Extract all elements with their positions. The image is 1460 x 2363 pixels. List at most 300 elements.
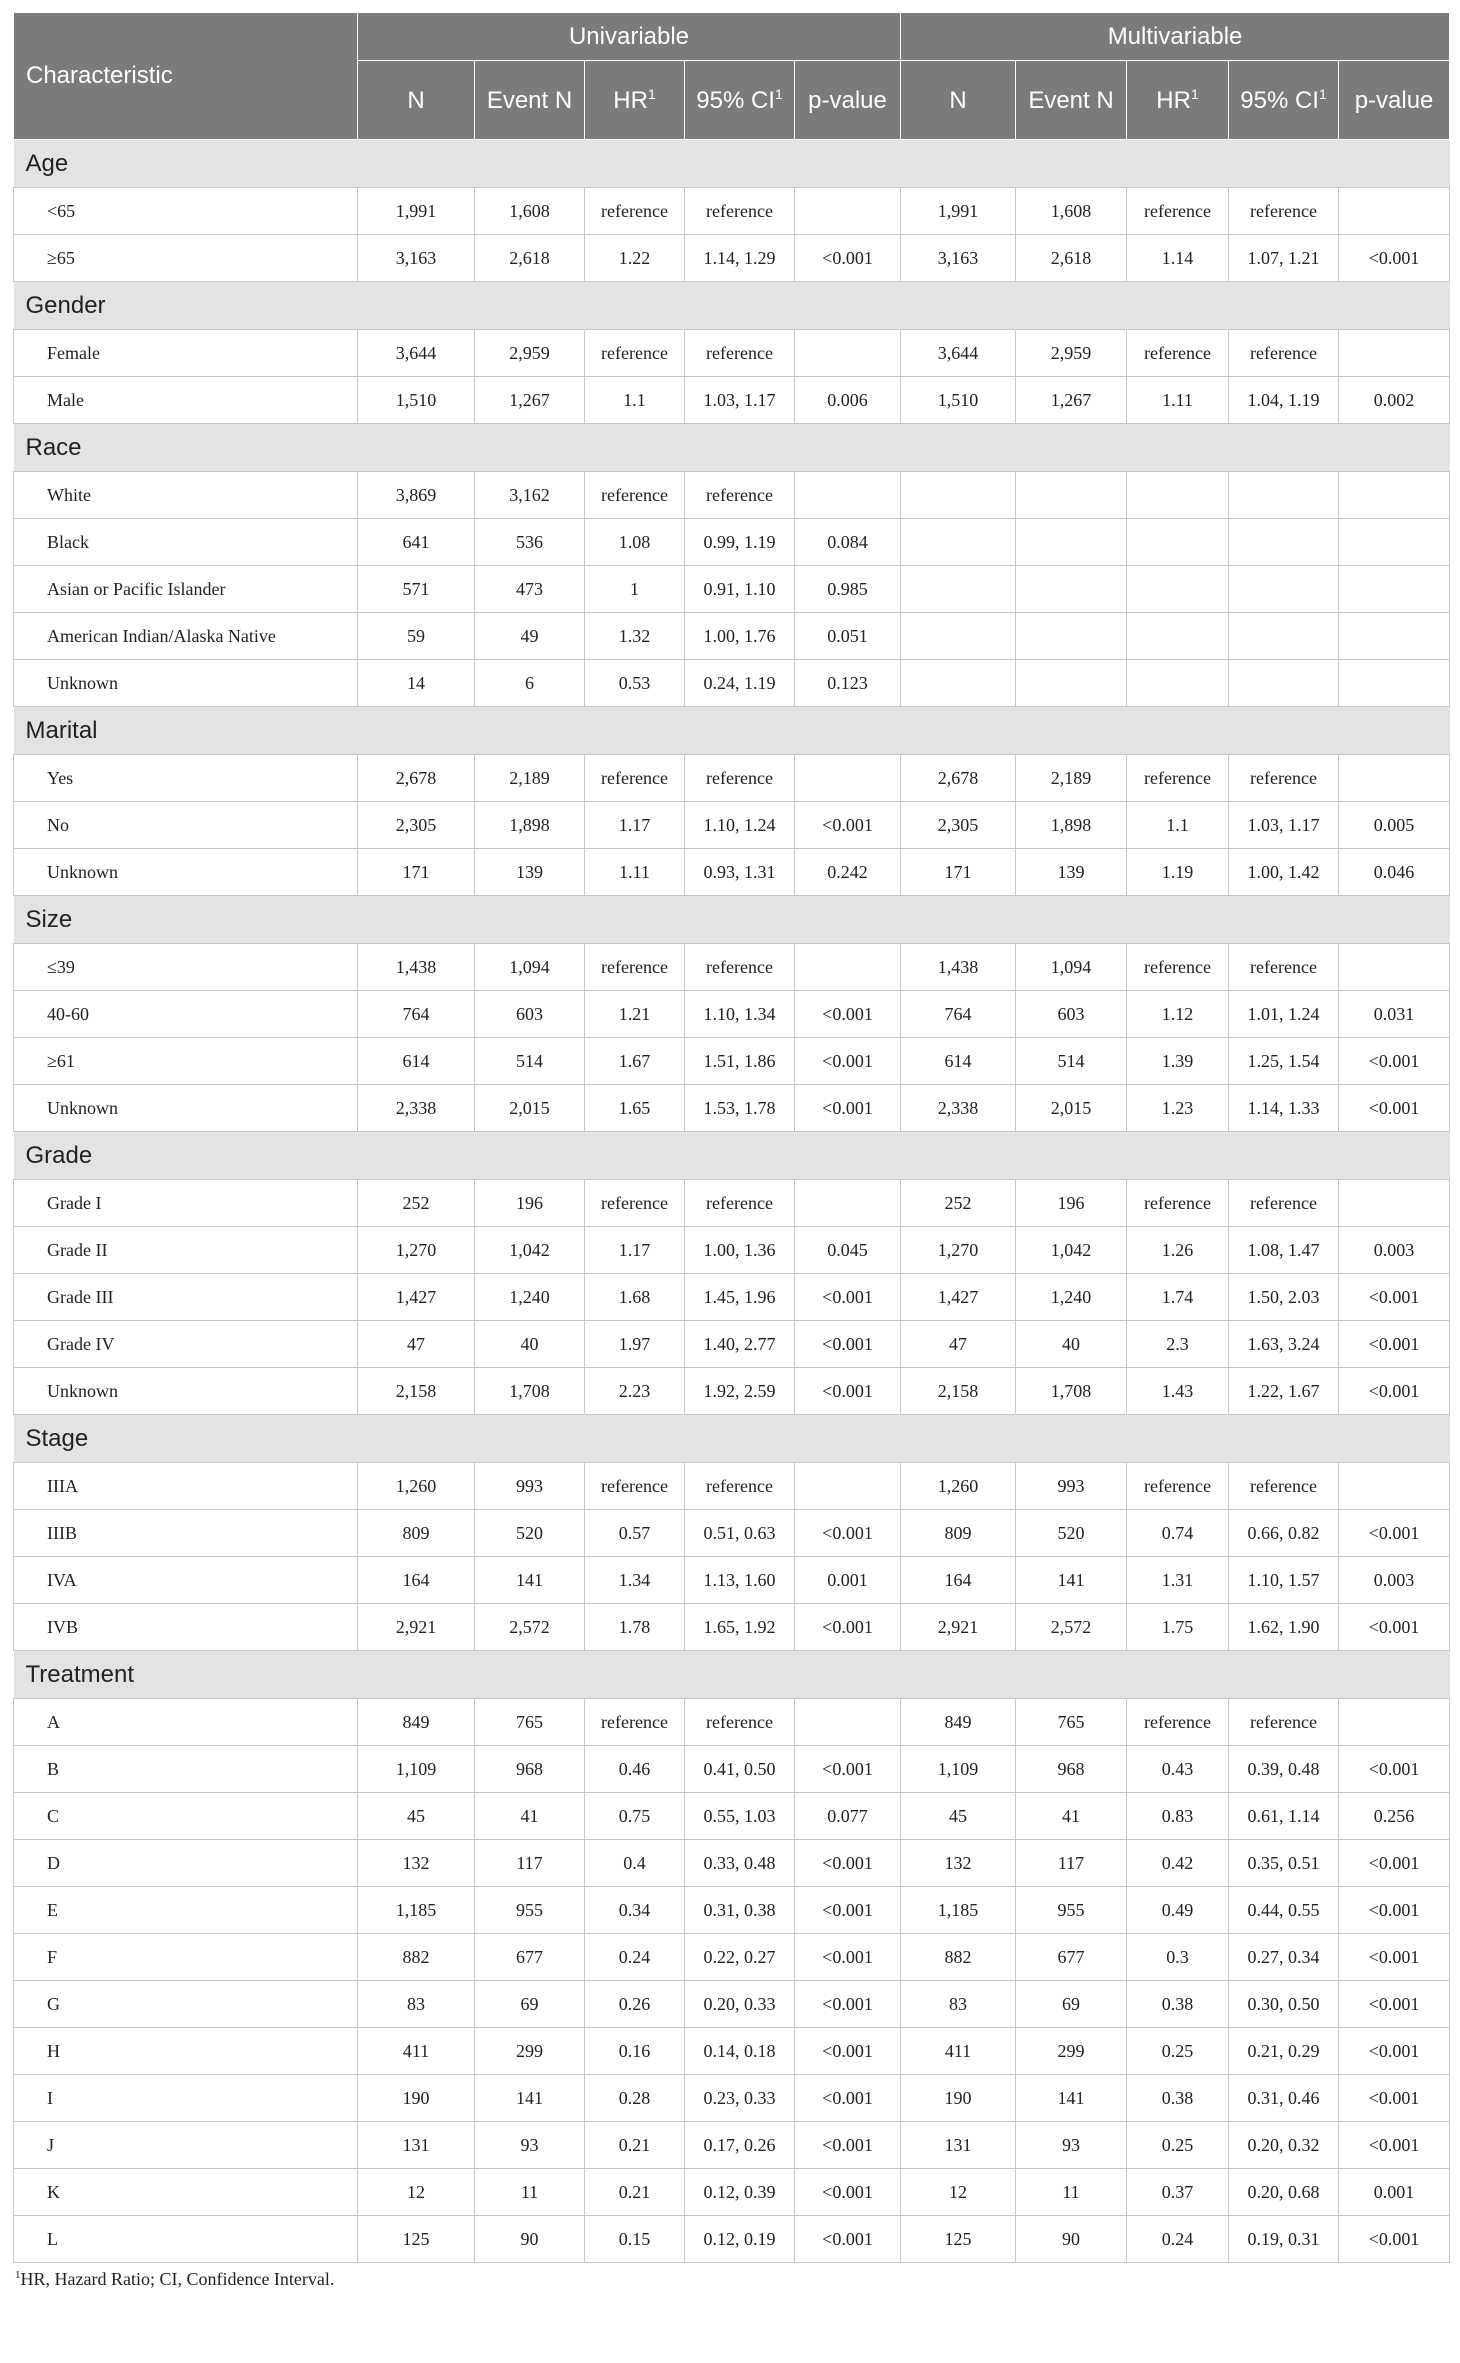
table-cell: 1.65 (585, 1085, 685, 1132)
table-row (14, 2075, 1450, 2122)
table-cell: reference (585, 755, 685, 802)
table-row (14, 1934, 1450, 1981)
table-cell: reference (1229, 188, 1339, 235)
table-cell: 1.14, 1.33 (1229, 1085, 1339, 1132)
row-label: No (14, 802, 358, 849)
table-cell: 0.3 (1127, 1934, 1229, 1981)
table-cell: 0.38 (1127, 2075, 1229, 2122)
table-cell: 1,708 (1016, 1368, 1127, 1415)
footnote-marker: 1 (1318, 85, 1327, 102)
table-cell: 641 (358, 519, 475, 566)
table-cell: 1,438 (358, 944, 475, 991)
table-cell (901, 613, 1016, 660)
table-cell: 164 (358, 1557, 475, 1604)
table-cell: 993 (1016, 1463, 1127, 1510)
table-cell: 1.92, 2.59 (685, 1368, 795, 1415)
table-cell: 1,094 (1016, 944, 1127, 991)
table-cell: 1,185 (358, 1887, 475, 1934)
table-cell: 2,158 (358, 1368, 475, 1415)
table-cell (1339, 1180, 1450, 1227)
table-row (14, 330, 1450, 377)
table-row (14, 2028, 1450, 2075)
table-cell: <0.001 (1339, 1321, 1450, 1368)
table-cell: 1.31 (1127, 1557, 1229, 1604)
section-row (14, 140, 1450, 188)
table-cell: 93 (1016, 2122, 1127, 2169)
table-cell: 1.1 (585, 377, 685, 424)
table-cell: 0.93, 1.31 (685, 849, 795, 896)
row-label: B (14, 1746, 358, 1793)
table-cell: reference (1127, 1180, 1229, 1227)
table-cell: 0.66, 0.82 (1229, 1510, 1339, 1557)
table-cell: 190 (358, 2075, 475, 2122)
table-cell: 83 (901, 1981, 1016, 2028)
col-header-label: p-value (808, 86, 887, 114)
results-table-figure (13, 13, 1449, 2290)
table-cell: 2,338 (358, 1085, 475, 1132)
table-cell: <0.001 (795, 2122, 901, 2169)
table-cell (901, 472, 1016, 519)
table-cell: 1.75 (1127, 1604, 1229, 1651)
table-cell: <0.001 (1339, 235, 1450, 282)
table-cell: 1.07, 1.21 (1229, 235, 1339, 282)
row-label: J (14, 2122, 358, 2169)
table-cell: 90 (1016, 2216, 1127, 2263)
table-cell: 1.21 (585, 991, 685, 1038)
table-cell: 1.34 (585, 1557, 685, 1604)
table-cell: 603 (1016, 991, 1127, 1038)
table-cell: 252 (358, 1180, 475, 1227)
section-row (14, 896, 1450, 944)
table-cell: 1.10, 1.24 (685, 802, 795, 849)
row-label: Asian or Pacific Islander (14, 566, 358, 613)
table-cell: 0.42 (1127, 1840, 1229, 1887)
row-label: IVB (14, 1604, 358, 1651)
row-label: Grade I (14, 1180, 358, 1227)
table-cell: 0.51, 0.63 (685, 1510, 795, 1557)
table-cell: 1,260 (358, 1463, 475, 1510)
table-cell: 809 (358, 1510, 475, 1557)
table-cell: 0.001 (795, 1557, 901, 1604)
row-label: White (14, 472, 358, 519)
table-cell: 164 (901, 1557, 1016, 1604)
table-cell: 1,267 (1016, 377, 1127, 424)
table-cell (1016, 613, 1127, 660)
table-cell: 47 (901, 1321, 1016, 1368)
table-row (14, 1085, 1450, 1132)
row-label: I (14, 2075, 358, 2122)
table-cell: 141 (475, 1557, 585, 1604)
table-cell: 0.27, 0.34 (1229, 1934, 1339, 1981)
footnote (13, 2269, 1449, 2290)
multivariable-col-header (1339, 61, 1450, 140)
table-cell: <0.001 (795, 802, 901, 849)
table-cell: 0.005 (1339, 802, 1450, 849)
table-cell: 0.12, 0.19 (685, 2216, 795, 2263)
table-cell: 1.04, 1.19 (1229, 377, 1339, 424)
table-cell: 1.17 (585, 1227, 685, 1274)
table-cell: reference (585, 944, 685, 991)
table-cell: <0.001 (1339, 1085, 1450, 1132)
table-cell: <0.001 (1339, 1746, 1450, 1793)
table-cell: reference (1229, 330, 1339, 377)
table-cell (1339, 613, 1450, 660)
section-title: Stage (14, 1415, 1450, 1463)
table-cell: 1.26 (1127, 1227, 1229, 1274)
table-cell: 603 (475, 991, 585, 1038)
row-label: E (14, 1887, 358, 1934)
table-row (14, 660, 1450, 707)
table-cell: 90 (475, 2216, 585, 2263)
table-cell: 0.242 (795, 849, 901, 896)
row-label: K (14, 2169, 358, 2216)
table-cell: reference (685, 188, 795, 235)
table-cell: 571 (358, 566, 475, 613)
table-cell: 0.20, 0.68 (1229, 2169, 1339, 2216)
table-cell: 1.65, 1.92 (685, 1604, 795, 1651)
table-cell: 3,163 (901, 235, 1016, 282)
table-cell: 993 (475, 1463, 585, 1510)
col-header-label: N (407, 86, 425, 114)
table-cell: 1.25, 1.54 (1229, 1038, 1339, 1085)
table-cell: <0.001 (795, 2075, 901, 2122)
table-cell: 171 (358, 849, 475, 896)
table-cell: 0.046 (1339, 849, 1450, 896)
table-cell: 0.99, 1.19 (685, 519, 795, 566)
table-cell: 1.50, 2.03 (1229, 1274, 1339, 1321)
table-cell: <0.001 (795, 1085, 901, 1132)
table-cell: reference (685, 755, 795, 802)
table-cell: 1.03, 1.17 (685, 377, 795, 424)
table-cell: 132 (358, 1840, 475, 1887)
table-cell: 968 (1016, 1746, 1127, 1793)
table-cell: 0.077 (795, 1793, 901, 1840)
table-cell: 11 (1016, 2169, 1127, 2216)
table-cell: 2,158 (901, 1368, 1016, 1415)
multivariable-col-header (1229, 61, 1339, 140)
table-cell (1229, 566, 1339, 613)
table-cell: 765 (475, 1699, 585, 1746)
table-cell: 1,510 (358, 377, 475, 424)
table-cell: <0.001 (795, 2169, 901, 2216)
table-cell: 0.28 (585, 2075, 685, 2122)
table-cell (1339, 1699, 1450, 1746)
table-cell: 196 (475, 1180, 585, 1227)
table-cell: 1.08 (585, 519, 685, 566)
table-cell: <0.001 (1339, 1981, 1450, 2028)
col-header-label: HR (613, 86, 648, 114)
table-cell: reference (1229, 1699, 1339, 1746)
table-cell: 11 (475, 2169, 585, 2216)
table-cell: 1.62, 1.90 (1229, 1604, 1339, 1651)
row-label: Unknown (14, 849, 358, 896)
table-cell: 83 (358, 1981, 475, 2028)
table-cell: 677 (475, 1934, 585, 1981)
table-header (14, 13, 1450, 140)
section-title: Grade (14, 1132, 1450, 1180)
table-cell: 0.031 (1339, 991, 1450, 1038)
footnote-marker: 1 (647, 85, 656, 102)
table-cell: 0.24, 1.19 (685, 660, 795, 707)
table-cell: 1,042 (475, 1227, 585, 1274)
table-cell: reference (1229, 1180, 1339, 1227)
table-cell: 536 (475, 519, 585, 566)
table-cell: 0.31, 0.38 (685, 1887, 795, 1934)
table-cell: 411 (901, 2028, 1016, 2075)
table-row (14, 188, 1450, 235)
table-cell: 1,991 (358, 188, 475, 235)
multivariable-col-header (1016, 61, 1127, 140)
table-cell (1016, 660, 1127, 707)
table-cell: 299 (475, 2028, 585, 2075)
table-row (14, 2122, 1450, 2169)
multivariable-col-header (901, 61, 1016, 140)
table-cell: 2,618 (475, 235, 585, 282)
table-cell: 0.31, 0.46 (1229, 2075, 1339, 2122)
table-cell: 0.53 (585, 660, 685, 707)
table-row (14, 2169, 1450, 2216)
table-cell: 1.53, 1.78 (685, 1085, 795, 1132)
table-cell: 49 (475, 613, 585, 660)
row-label: IIIB (14, 1510, 358, 1557)
table-cell (1229, 519, 1339, 566)
table-cell: 514 (475, 1038, 585, 1085)
table-cell: 2,305 (358, 802, 475, 849)
table-cell: <0.001 (1339, 2122, 1450, 2169)
table-cell (901, 519, 1016, 566)
table-cell: 0.34 (585, 1887, 685, 1934)
table-row (14, 566, 1450, 613)
row-label: Grade III (14, 1274, 358, 1321)
table-cell: 473 (475, 566, 585, 613)
table-cell: reference (1229, 755, 1339, 802)
table-cell: 0.21 (585, 2122, 685, 2169)
table-cell: 1,708 (475, 1368, 585, 1415)
table-cell: <0.001 (1339, 1887, 1450, 1934)
table-cell: 520 (475, 1510, 585, 1557)
table-cell: reference (585, 1463, 685, 1510)
table-cell: 0.002 (1339, 377, 1450, 424)
table-cell: <0.001 (1339, 1510, 1450, 1557)
table-row (14, 991, 1450, 1038)
table-cell: reference (1127, 755, 1229, 802)
table-row (14, 1699, 1450, 1746)
table-cell: 0.15 (585, 2216, 685, 2263)
table-cell: 614 (358, 1038, 475, 1085)
table-cell: 0.43 (1127, 1746, 1229, 1793)
table-cell: 955 (1016, 1887, 1127, 1934)
col-header-label: p-value (1354, 86, 1434, 114)
table-cell: 40 (475, 1321, 585, 1368)
table-cell: 1.74 (1127, 1274, 1229, 1321)
univariable-col-header (475, 61, 585, 140)
table-cell (1127, 613, 1229, 660)
table-cell (1339, 944, 1450, 991)
table-cell: 125 (358, 2216, 475, 2263)
table-cell: 252 (901, 1180, 1016, 1227)
table-cell: <0.001 (795, 1038, 901, 1085)
table-cell: 0.74 (1127, 1510, 1229, 1557)
table-cell: 764 (901, 991, 1016, 1038)
table-cell (1016, 472, 1127, 519)
table-cell: 1,094 (475, 944, 585, 991)
col-header-label: N (949, 86, 967, 114)
table-cell: 968 (475, 1746, 585, 1793)
table-cell: 1.51, 1.86 (685, 1038, 795, 1085)
table-cell: 520 (1016, 1510, 1127, 1557)
row-label: D (14, 1840, 358, 1887)
table-cell: 1.19 (1127, 849, 1229, 896)
row-label: H (14, 2028, 358, 2075)
table-cell: <0.001 (795, 2216, 901, 2263)
table-cell: 0.16 (585, 2028, 685, 2075)
row-label: L (14, 2216, 358, 2263)
table-cell (1339, 188, 1450, 235)
table-cell: 411 (358, 2028, 475, 2075)
table-cell: 1,109 (358, 1746, 475, 1793)
table-cell: reference (1229, 944, 1339, 991)
table-cell: 0.22, 0.27 (685, 1934, 795, 1981)
section-row (14, 282, 1450, 330)
table-cell: 14 (358, 660, 475, 707)
row-label: ≥65 (14, 235, 358, 282)
table-cell: 2,618 (1016, 235, 1127, 282)
table-cell: 1.00, 1.76 (685, 613, 795, 660)
row-label: Grade II (14, 1227, 358, 1274)
table-row (14, 2216, 1450, 2263)
table-cell: 0.41, 0.50 (685, 1746, 795, 1793)
table-cell (1339, 330, 1450, 377)
table-cell: 93 (475, 2122, 585, 2169)
table-cell: reference (685, 330, 795, 377)
table-cell: reference (1229, 1463, 1339, 1510)
section-title: Age (14, 140, 1450, 188)
table-cell: <0.001 (795, 1887, 901, 1934)
table-cell: <0.001 (795, 2028, 901, 2075)
table-cell: reference (585, 188, 685, 235)
table-row (14, 944, 1450, 991)
table-cell: 2.3 (1127, 1321, 1229, 1368)
table-cell: <0.001 (1339, 1604, 1450, 1651)
section-row (14, 1415, 1450, 1463)
table-row (14, 519, 1450, 566)
table-cell: 12 (358, 2169, 475, 2216)
table-cell: reference (1127, 1463, 1229, 1510)
table-cell: <0.001 (1339, 1934, 1450, 1981)
table-row (14, 1463, 1450, 1510)
table-cell (901, 660, 1016, 707)
table-cell: 0.256 (1339, 1793, 1450, 1840)
characteristic-header: Characteristic (14, 13, 358, 140)
table-cell (1127, 472, 1229, 519)
table-cell: 1,608 (475, 188, 585, 235)
table-cell: 0.21, 0.29 (1229, 2028, 1339, 2075)
table-cell: reference (685, 1699, 795, 1746)
table-cell: 1,240 (475, 1274, 585, 1321)
table-cell: 1.23 (1127, 1085, 1229, 1132)
table-cell: reference (1127, 330, 1229, 377)
table-row (14, 1510, 1450, 1557)
table-cell: 1.11 (585, 849, 685, 896)
table-cell: reference (685, 472, 795, 519)
table-cell: 1.11 (1127, 377, 1229, 424)
table-cell: <0.001 (795, 1934, 901, 1981)
row-label: ≥61 (14, 1038, 358, 1085)
row-label: F (14, 1934, 358, 1981)
table-cell: 0.23, 0.33 (685, 2075, 795, 2122)
table-cell (901, 566, 1016, 613)
table-body (14, 140, 1450, 2263)
table-cell: 0.91, 1.10 (685, 566, 795, 613)
table-cell: 190 (901, 2075, 1016, 2122)
table-cell: <0.001 (1339, 1274, 1450, 1321)
table-cell: 1,042 (1016, 1227, 1127, 1274)
table-cell: <0.001 (795, 991, 901, 1038)
table-cell: 3,869 (358, 472, 475, 519)
section-row (14, 707, 1450, 755)
table-cell: <0.001 (795, 1746, 901, 1793)
table-cell: 0.006 (795, 377, 901, 424)
table-cell: reference (585, 472, 685, 519)
table-cell: 0.003 (1339, 1557, 1450, 1604)
footnote-marker: 1 (774, 85, 783, 102)
table-cell: 2,921 (901, 1604, 1016, 1651)
table-cell: 2,015 (1016, 1085, 1127, 1132)
table-cell: 0.49 (1127, 1887, 1229, 1934)
table-cell: 2,015 (475, 1085, 585, 1132)
table-cell: 1,270 (358, 1227, 475, 1274)
univariable-col-header (358, 61, 475, 140)
table-cell: 0.24 (1127, 2216, 1229, 2263)
table-cell: <0.001 (1339, 2028, 1450, 2075)
table-cell: 117 (475, 1840, 585, 1887)
table-cell: 1,427 (901, 1274, 1016, 1321)
table-cell: 139 (475, 849, 585, 896)
table-cell: 3,644 (901, 330, 1016, 377)
table-cell: 955 (475, 1887, 585, 1934)
univariable-col-header (685, 61, 795, 140)
table-cell: 1.17 (585, 802, 685, 849)
row-label: IVA (14, 1557, 358, 1604)
table-cell (1339, 472, 1450, 519)
univariable-col-header (795, 61, 901, 140)
row-label: C (14, 1793, 358, 1840)
table-cell: 3,162 (475, 472, 585, 519)
table-cell: reference (585, 1180, 685, 1227)
table-cell: 0.46 (585, 1746, 685, 1793)
table-cell (1229, 472, 1339, 519)
table-cell (1016, 519, 1127, 566)
table-cell: 2,959 (1016, 330, 1127, 377)
table-cell: 1.10, 1.57 (1229, 1557, 1339, 1604)
table-row (14, 1840, 1450, 1887)
footnote-marker: 1 (1190, 85, 1199, 102)
table-cell: 882 (901, 1934, 1016, 1981)
row-label: IIIA (14, 1463, 358, 1510)
table-cell: 2,572 (475, 1604, 585, 1651)
table-cell: 139 (1016, 849, 1127, 896)
table-cell: 1,267 (475, 377, 585, 424)
table-cell (1016, 566, 1127, 613)
table-cell: 849 (901, 1699, 1016, 1746)
table-cell: 1.14 (1127, 235, 1229, 282)
table-cell: 196 (1016, 1180, 1127, 1227)
table-cell: 882 (358, 1934, 475, 1981)
table-row (14, 1321, 1450, 1368)
col-header-label: 95% CI (1240, 86, 1319, 114)
section-row (14, 1651, 1450, 1699)
section-row (14, 1132, 1450, 1180)
